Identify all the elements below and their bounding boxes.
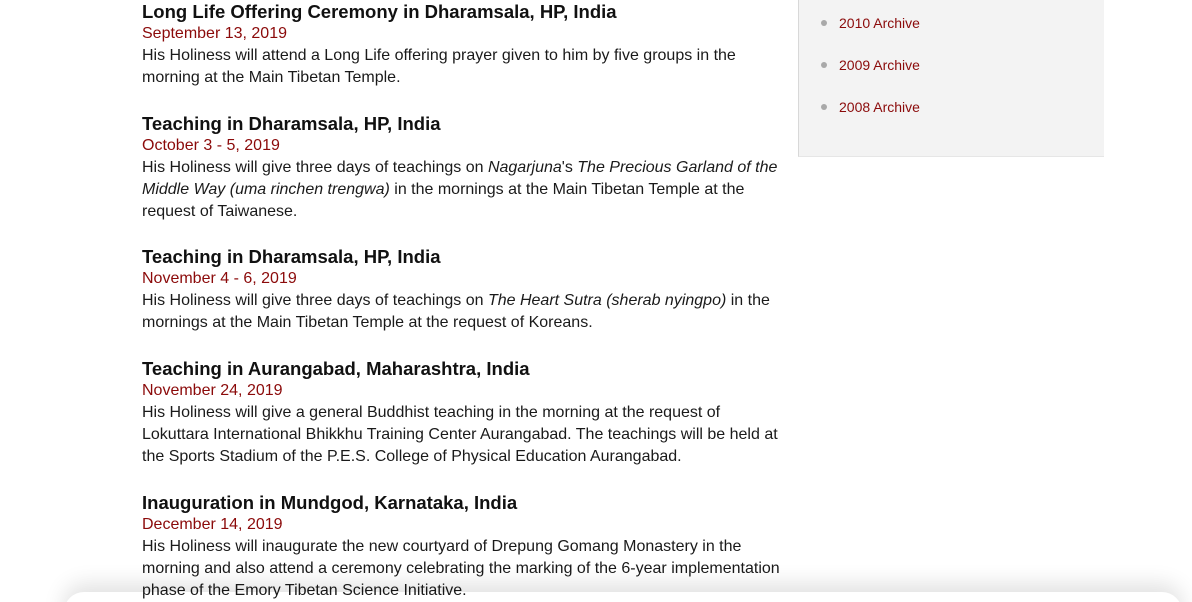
description-text-segment: His Holiness will give three days of teachings on bbox=[142, 292, 488, 309]
description-italic-segment: Nagarjuna bbox=[487, 159, 562, 176]
bottom-panel-shadow bbox=[64, 592, 1182, 602]
event-title[interactable]: Long Life Offering Ceremony in Dharamsala, HP, India bbox=[142, 1, 617, 22]
event-item bbox=[142, 245, 782, 334]
archive-link-2008[interactable]: 2008 Archive bbox=[839, 99, 920, 115]
event-title[interactable]: Teaching in Dharamsala, HP, India bbox=[142, 113, 441, 134]
description-italic-segment: The Heart Sutra (sherab nyingpo) bbox=[487, 292, 727, 309]
event-title[interactable]: Inauguration in Mundgod, Karnataka, India bbox=[142, 492, 518, 513]
description-italic-segment: The Precious Garland of the Middle Way (uma rinchen trengwa) bbox=[142, 159, 778, 198]
event-date: October 3 - 5, 2019 bbox=[142, 137, 280, 154]
event-date: September 13, 2019 bbox=[142, 25, 287, 42]
archive-link-2009[interactable]: 2009 Archive bbox=[839, 57, 920, 73]
archive-list-item bbox=[821, 14, 920, 32]
event-description bbox=[142, 157, 782, 223]
archive-list-item bbox=[821, 56, 920, 74]
description-text-segment: His Holiness will give three days of teachings on bbox=[142, 159, 488, 176]
event-date: December 14, 2019 bbox=[142, 516, 283, 533]
event-description bbox=[142, 290, 782, 334]
event-date: November 24, 2019 bbox=[142, 382, 283, 399]
event-date: November 4 - 6, 2019 bbox=[142, 270, 297, 287]
event-item bbox=[142, 491, 782, 602]
bullet-icon bbox=[821, 104, 827, 110]
archive-sidebar bbox=[798, 0, 1104, 157]
bullet-icon bbox=[821, 62, 827, 68]
description-text-segment: His Holiness will give a general Buddhist teaching in the morning at the request of Lokuttara International Bhikkhu Training Center Aurangabad. The teachings will be held at the Sports Stadium of the P.E.S. College of Physical Education Aurangabad. bbox=[142, 404, 778, 465]
event-item bbox=[142, 0, 782, 89]
archive-list-item bbox=[821, 98, 920, 116]
description-text-segment: 's bbox=[561, 159, 578, 176]
event-description bbox=[142, 45, 782, 89]
archive-link-2010[interactable]: 2010 Archive bbox=[839, 15, 920, 31]
event-title[interactable]: Teaching in Aurangabad, Maharashtra, India bbox=[142, 358, 530, 379]
description-text-segment: His Holiness will attend a Long Life offering prayer given to him by five groups in the morning at the Main Tibetan Temple. bbox=[142, 47, 736, 86]
event-item bbox=[142, 357, 782, 468]
event-item bbox=[142, 112, 782, 223]
event-description bbox=[142, 402, 782, 468]
description-text-segment: in the mornings at the Main Tibetan Temple at the request of Taiwanese. bbox=[142, 181, 745, 220]
description-text-segment: in the mornings at the Main Tibetan Temple at the request of Koreans. bbox=[142, 292, 770, 331]
bullet-icon bbox=[821, 20, 827, 26]
event-title[interactable]: Teaching in Dharamsala, HP, India bbox=[142, 246, 441, 267]
description-text-segment: His Holiness will inaugurate the new courtyard of Drepung Gomang Monastery in the morning and also attend a ceremony celebrating the marking of the 6-year implementation phase of the Emory Tibetan Science Initiative. bbox=[142, 538, 780, 599]
